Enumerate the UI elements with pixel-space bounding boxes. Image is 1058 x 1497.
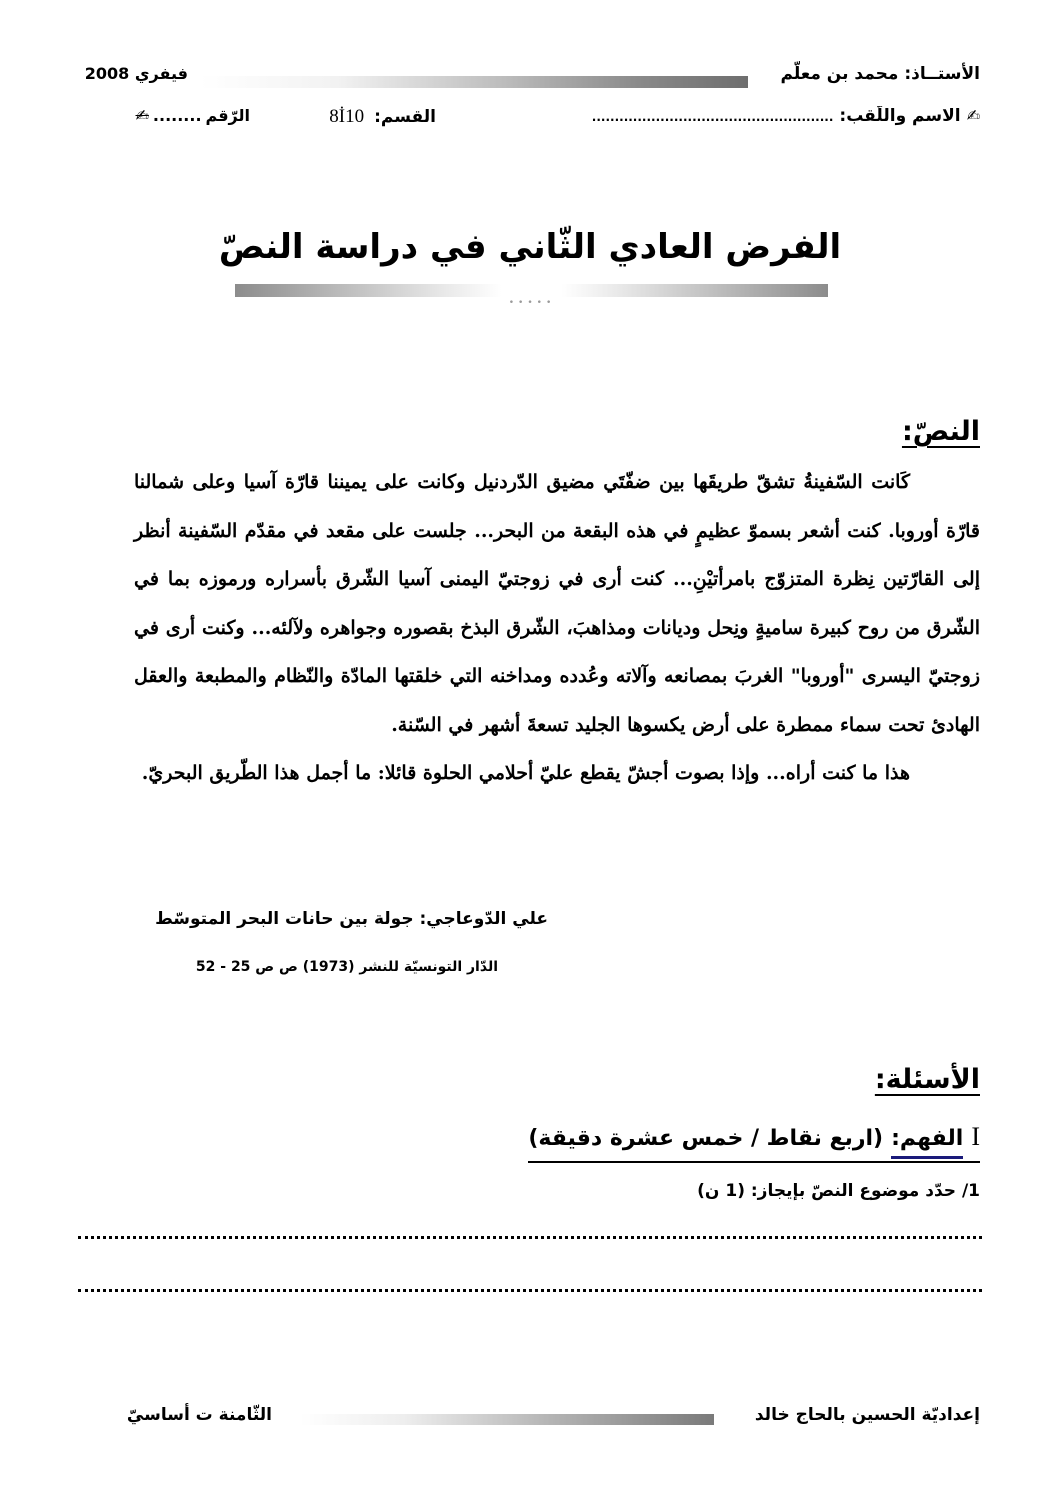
title-dots: •••••	[508, 298, 556, 308]
title-gradient-bar	[235, 284, 828, 297]
header-gradient-bar	[200, 76, 748, 88]
section-label: القسم:	[374, 107, 436, 127]
passage-heading: النصّ:	[901, 416, 980, 447]
passage-paragraph: هذا ما كنت أراه... وإذا بصوت أجشّ يقطع عليّ أحلامي الحلوة قائلا: ما أجمل هذا الطّريق البحريّ.	[141, 762, 910, 784]
passage-source: علي الدّوعاجي: جولة بين حانات البحر المتوسّط	[155, 909, 548, 929]
pen-icon: ✍	[966, 106, 980, 125]
part-comprehension	[528, 1120, 980, 1163]
name-dots: .....................................................	[591, 110, 834, 124]
footer-gradient-bar	[300, 1414, 714, 1425]
passage-text	[134, 458, 980, 798]
student-name-field[interactable]	[460, 106, 980, 132]
student-number-field[interactable]	[100, 106, 250, 132]
answer-line[interactable]	[78, 1236, 982, 1239]
number-dots: ........	[152, 106, 202, 125]
number-label: الرّقم	[205, 106, 250, 125]
exam-date: فيفري 2008	[84, 64, 188, 83]
passage-paragraph: كَانت السّفينةُ تشقّ طريقَها بين ضفّتَي مضيق الدّردنيل وكانت على يميننا قارّة آسيا وعلى شمالنا قارّة أوروبا. كنت أشعر بسموّ عظيمٍ في هذه البقعة من البحر... جلست على مقعد في مقدّم السّفينة أنظر إلى القارّتين نِظرة المتزوّج بامرأتيْنِ... كنت أرى في زوجتيّ اليمنى آسيا الشّرق بأسراره ورموزه بما في الشّرق من روح كبيرة ساميةٍ ونِحل وديانات ومذاهبَ، الشّرق البذخ بقصوره وجواهره ولآلئه... وكنت أرى في زوجتيّ اليسرى "أوروبا" الغربَ بمصانعه وآلاته وعُدده ومداخنه التي خلقتها المادّة والنّظام والمطبعة والعقل الهادئ تحت سماء ممطرة على أرض يكسوها الجليد تسعةَ أشهر في السّنة.	[134, 471, 980, 736]
footer-school: إعداديّة الحسين بالحاج خالد	[754, 1405, 980, 1425]
passage-publisher: الدّار التونسيّة للنشر (1973) ص ص 25 - 52	[195, 959, 498, 975]
section-value: 8İ10	[329, 106, 365, 127]
teacher-label: الأستــاذ:	[904, 64, 980, 84]
part-note: (اربع نقاط / خمس عشرة دقيقة)	[528, 1126, 884, 1151]
answer-line[interactable]	[78, 1289, 982, 1292]
questions-heading: الأسئلة:	[874, 1064, 980, 1095]
footer-class: الثّامنة ت أساسيّ	[126, 1405, 272, 1425]
class-section	[296, 106, 436, 132]
part-title: الفهم:	[891, 1122, 963, 1159]
crossed-pen-icon: ✍	[135, 106, 149, 125]
teacher-info	[760, 64, 980, 84]
teacher-name: محمد بن معلّم	[780, 64, 899, 84]
question-1: 1/ حدّد موضوع النصّ بإيجاز: (1 ن)	[697, 1181, 980, 1201]
part-numeral: I	[971, 1122, 980, 1151]
page-title: الفرض العادي الثّاني في دراسة النصّ	[218, 227, 842, 267]
name-label: الاسم واللّقب:	[839, 106, 961, 126]
